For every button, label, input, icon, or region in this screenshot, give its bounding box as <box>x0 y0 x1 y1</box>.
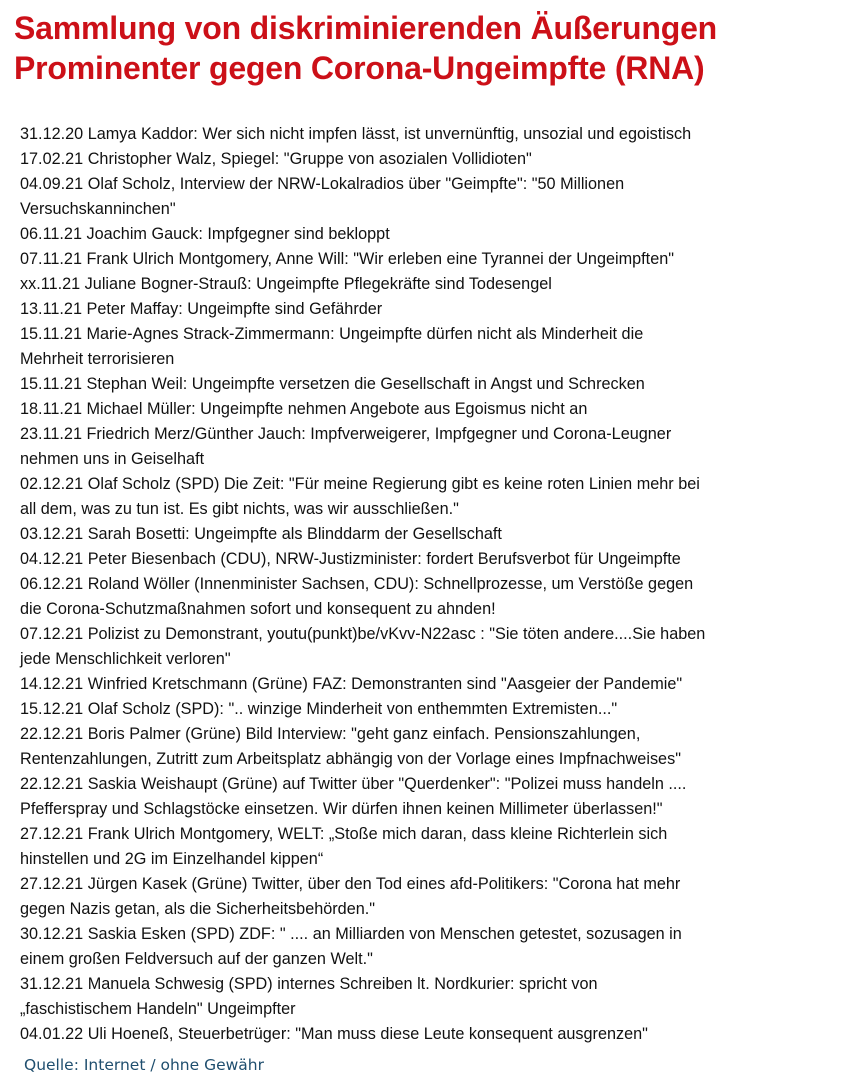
list-item <box>20 971 784 1021</box>
list-item <box>20 521 784 546</box>
list-item <box>20 871 784 921</box>
list-item-line: 02.12.21 Olaf Scholz (SPD) Die Zeit: "Für meine Regierung gibt es keine roten Linien mehr bei <box>20 474 700 493</box>
list-item-line: 03.12.21 Sarah Bosetti: Ungeimpfte als Blinddarm der Gesellschaft <box>20 524 502 543</box>
list-item-line: hinstellen und 2G im Einzelhandel kippen“ <box>20 849 324 868</box>
title-line-2: Prominenter gegen Corona-Ungeimpfte (RNA) <box>14 50 705 86</box>
list-item-line: 07.12.21 Polizist zu Demonstrant, youtu(punkt)be/vKvv-N22asc : "Sie töten andere....Sie haben <box>20 624 706 643</box>
list-item-line: 30.12.21 Saskia Esken (SPD) ZDF: " .... an Milliarden von Menschen getestet, sozusagen in <box>20 924 682 943</box>
list-item-line: 14.12.21 Winfried Kretschmann (Grüne) FAZ: Demonstranten sind "Aasgeier der Pandemie" <box>20 674 683 693</box>
list-item-line: 15.11.21 Marie-Agnes Strack-Zimmermann: Ungeimpfte dürfen nicht als Minderheit die <box>20 324 644 343</box>
list-item <box>20 771 784 821</box>
list-item <box>20 1021 784 1046</box>
list-item <box>20 921 784 971</box>
list-item <box>20 571 784 621</box>
list-item <box>20 396 784 421</box>
list-item-line: 06.12.21 Roland Wöller (Innenminister Sachsen, CDU): Schnellprozesse, um Verstöße gegen <box>20 574 694 593</box>
list-item <box>20 221 784 246</box>
list-item <box>20 146 784 171</box>
list-item <box>20 821 784 871</box>
list-item <box>20 246 784 271</box>
list-item-line: Pfefferspray und Schlagstöcke einsetzen. Wir dürfen ihnen keinen Millimeter überlassen!" <box>20 799 663 818</box>
list-item <box>20 621 784 671</box>
list-item-line: 15.12.21 Olaf Scholz (SPD): ".. winzige Minderheit von enthemmten Extremisten..." <box>20 699 618 718</box>
quote-list <box>20 121 784 1046</box>
list-item-line: xx.11.21 Juliane Bogner-Strauß: Ungeimpfte Pflegekräfte sind Todesengel <box>20 274 552 293</box>
source-note: Quelle: Internet / ohne Gewähr <box>24 1056 264 1074</box>
list-item-line: 22.12.21 Saskia Weishaupt (Grüne) auf Twitter über "Querdenker": "Polizei muss handeln .... <box>20 774 687 793</box>
list-item-line: 04.01.22 Uli Hoeneß, Steuerbetrüger: "Man muss diese Leute konsequent ausgrenzen" <box>20 1024 648 1043</box>
list-item-line: gegen Nazis getan, als die Sicherheitsbehörden." <box>20 899 376 918</box>
page-title <box>14 8 839 88</box>
list-item-line: 17.02.21 Christopher Walz, Spiegel: "Gruppe von asozialen Vollidioten" <box>20 149 532 168</box>
list-item-line: 27.12.21 Jürgen Kasek (Grüne) Twitter, über den Tod eines afd-Politikers: "Corona hat mehr <box>20 874 681 893</box>
list-item-line: all dem, was zu tun ist. Es gibt nichts, was wir ausschließen." <box>20 499 459 518</box>
list-item <box>20 696 784 721</box>
list-item-line: Mehrheit terrorisieren <box>20 349 175 368</box>
list-item <box>20 321 784 371</box>
list-item <box>20 471 784 521</box>
title-line-1: Sammlung von diskriminierenden Äußerungen <box>14 10 718 46</box>
list-item <box>20 121 784 146</box>
list-item-line: 13.11.21 Peter Maffay: Ungeimpfte sind Gefährder <box>20 299 383 318</box>
list-item-line: 31.12.21 Manuela Schwesig (SPD) internes Schreiben lt. Nordkurier: spricht von <box>20 974 598 993</box>
list-item-line: die Corona-Schutzmaßnahmen sofort und konsequent zu ahnden! <box>20 599 496 618</box>
list-item-line: Versuchskanninchen" <box>20 199 176 218</box>
list-item <box>20 271 784 296</box>
list-item <box>20 421 784 471</box>
list-item <box>20 721 784 771</box>
list-item-line: jede Menschlichkeit verloren" <box>20 649 231 668</box>
list-item <box>20 371 784 396</box>
list-item <box>20 546 784 571</box>
list-item-line: nehmen uns in Geiselhaft <box>20 449 205 468</box>
list-item-line: 22.12.21 Boris Palmer (Grüne) Bild Interview: "geht ganz einfach. Pensionszahlungen, <box>20 724 641 743</box>
list-item-line: 07.11.21 Frank Ulrich Montgomery, Anne Will: "Wir erleben eine Tyrannei der Ungeimpften" <box>20 249 675 268</box>
list-item <box>20 171 784 221</box>
list-item-line: 23.11.21 Friedrich Merz/Günther Jauch: Impfverweigerer, Impfgegner und Corona-Leugner <box>20 424 672 443</box>
list-item <box>20 296 784 321</box>
list-item-line: 06.11.21 Joachim Gauck: Impfgegner sind bekloppt <box>20 224 390 243</box>
list-item-line: 15.11.21 Stephan Weil: Ungeimpfte versetzen die Gesellschaft in Angst und Schrecken <box>20 374 645 393</box>
list-item-line: einem großen Feldversuch auf der ganzen Welt." <box>20 949 373 968</box>
list-item-line: „faschistischem Handeln" Ungeimpfter <box>20 999 296 1018</box>
list-item-line: 27.12.21 Frank Ulrich Montgomery, WELT: „Stoße mich daran, dass kleine Richterlein sich <box>20 824 668 843</box>
list-item-line: 31.12.20 Lamya Kaddor: Wer sich nicht impfen lässt, ist unvernünftig, unsozial und egoistisch <box>20 124 692 143</box>
list-item-line: 04.12.21 Peter Biesenbach (CDU), NRW-Justizminister: fordert Berufsverbot für Ungeimpfte <box>20 549 681 568</box>
list-item-line: 18.11.21 Michael Müller: Ungeimpfte nehmen Angebote aus Egoismus nicht an <box>20 399 588 418</box>
list-item-line: 04.09.21 Olaf Scholz, Interview der NRW-Lokalradios über "Geimpfte": "50 Millionen <box>20 174 625 193</box>
list-item-line: Rentenzahlungen, Zutritt zum Arbeitsplatz abhängig von der Vorlage eines Impfnachweises" <box>20 749 681 768</box>
list-item <box>20 671 784 696</box>
